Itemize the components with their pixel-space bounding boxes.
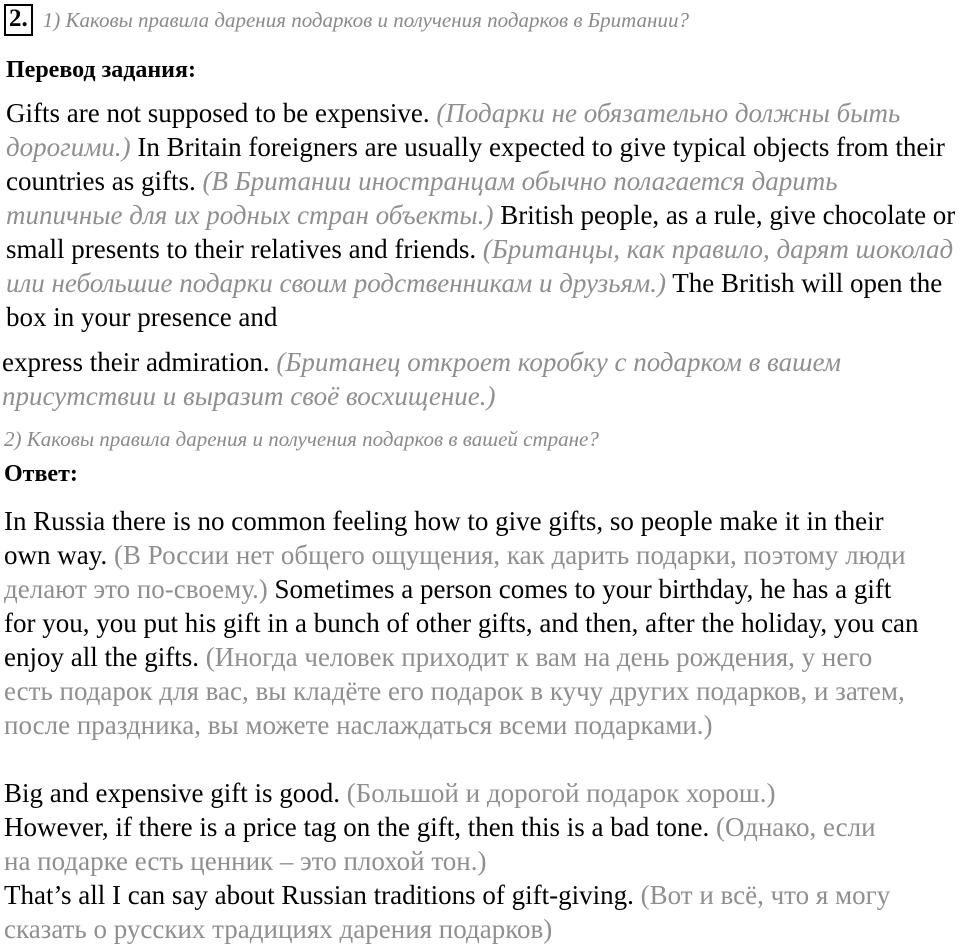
answer-heading: Ответ: <box>4 461 78 487</box>
answer-text-ru: (Большой и дорогой подарок хорош.) <box>346 778 776 808</box>
answer-line <box>4 810 904 878</box>
answer-text-ru: (Вот и всё, что я могу сказать о русских традициях дарения подарков) <box>4 880 891 944</box>
answer-text-ru: (Однако, если на подарке есть ценник – это плохой тон.) <box>4 812 876 876</box>
translation-text-en: British people, as a rule, give chocolate or small presents to their relatives and friends. <box>6 200 956 264</box>
answer-text-en: Big and expensive gift is good. <box>4 778 340 808</box>
translation-text-en: express their admiration. <box>2 347 270 377</box>
task-header <box>4 4 689 36</box>
translation-text-ru: (Британцы, как правило, дарят шоколад или небольшие подарки своим родственникам и друзьям.) <box>6 234 954 298</box>
translation-paragraph-continued <box>2 345 957 413</box>
translation-text-ru: (Британец откроет коробку с подарком в вашем присутствии и выразит своё восхищение.) <box>2 347 842 411</box>
answer-text-ru: (Иногда человек приходит к вам на день рождения, у него есть подарок для вас, вы кладёте его подарок в кучу других подарков, и затем, после праздника, вы можете наслаждаться всеми подарками.) <box>4 642 905 740</box>
translation-heading: Перевод задания: <box>6 57 196 83</box>
question-2: 2) Каковы правила дарения и получения подарков в вашей стране? <box>4 427 599 451</box>
answer-text-en: In Russia there is no common feeling how to give gifts, so people make it in their own way. <box>4 506 884 570</box>
translation-text-en: The British will open the box in your presence and <box>6 268 943 332</box>
answer-text-en: However, if there is a price tag on the gift, then this is a bad tone. <box>4 812 710 842</box>
answer-text-en: That’s all I can say about Russian traditions of gift-giving. <box>4 880 634 910</box>
translation-text-ru: (В Британии иностранцам обычно полагается дарить типичные для их родных стран объекты.) <box>6 166 838 230</box>
task-number: 2. <box>4 4 33 36</box>
answer-line <box>4 776 959 810</box>
translation-text-en: In Britain foreigners are usually expected to give typical objects from their countries as gifts. <box>6 132 945 196</box>
translation-paragraph <box>6 96 956 334</box>
translation-text-en: Gifts are not supposed to be expensive. <box>6 98 430 128</box>
answer-text-en: Sometimes a person comes to your birthday, he has a gift for you, you put his gift in a bunch of other gifts, and then, after the holiday, you can enjoy all the gifts. <box>4 574 919 672</box>
translation-text-ru: (Подарки не обязательно должны быть дорогими.) <box>6 98 901 162</box>
answer-line <box>4 878 934 946</box>
answer-paragraph <box>4 504 924 742</box>
task-question: 1) Каковы правила дарения подарков и получения подарков в Британии? <box>42 7 689 32</box>
answer-text-ru: (В России нет общего ощущения, как дарить подарки, поэтому люди делают это по-своему.) <box>4 540 906 604</box>
